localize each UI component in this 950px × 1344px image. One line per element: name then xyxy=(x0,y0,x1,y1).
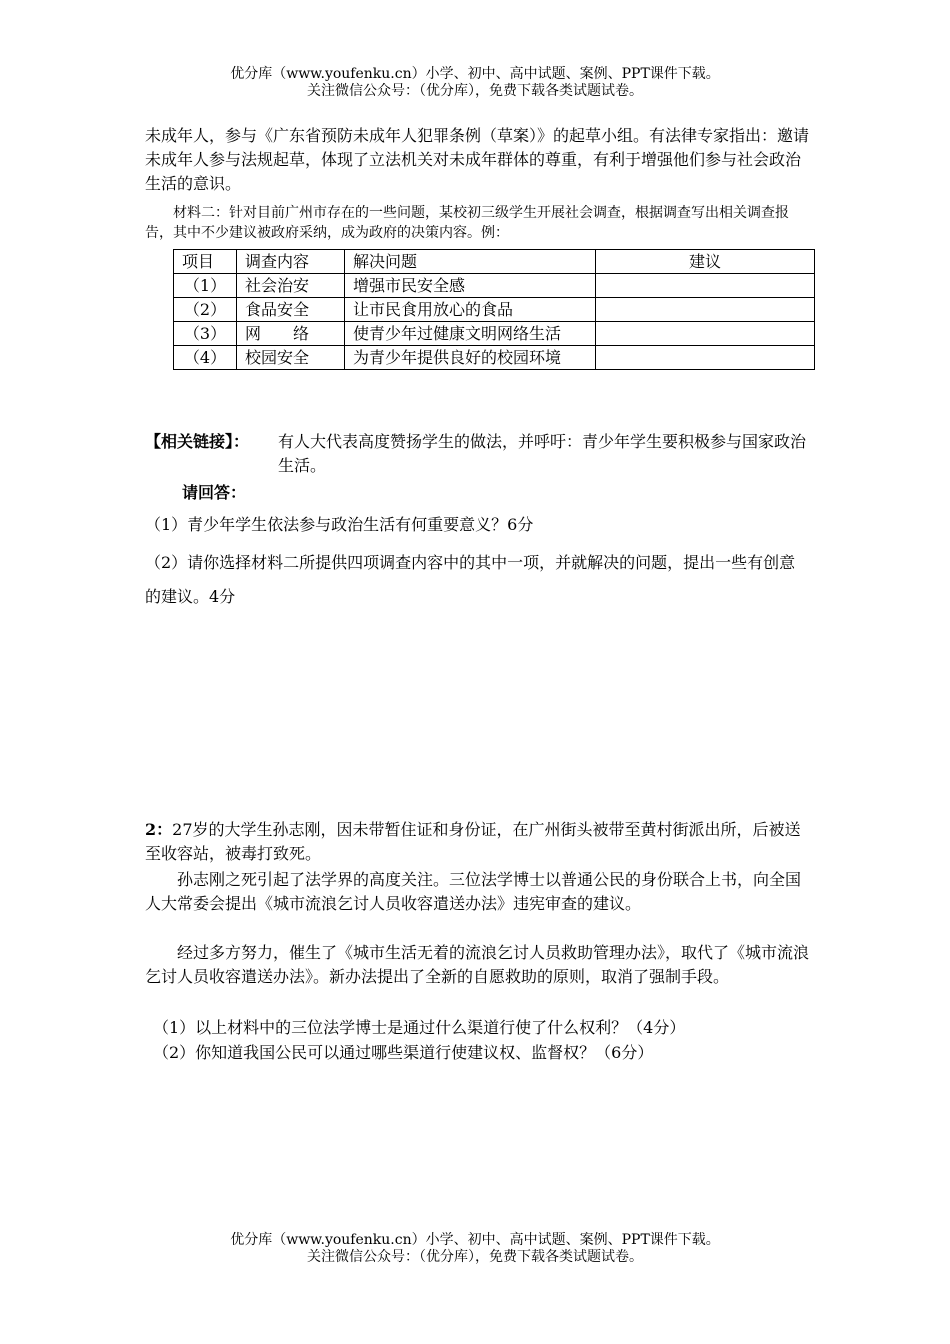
table-row xyxy=(174,322,815,346)
row-advice xyxy=(596,322,815,346)
row-advice xyxy=(596,298,815,322)
footer-line-2: 关注微信公众号：（优分库），免费下载各类试题试卷。 xyxy=(307,1249,643,1265)
answer-prompt: 请回答： xyxy=(182,483,247,502)
header-content: 调查内容 xyxy=(237,250,345,274)
header-line-2: 关注微信公众号：（优分库），免费下载各类试题试卷。 xyxy=(307,83,643,99)
row-problem: 增强市民安全感 xyxy=(345,274,596,298)
q1-sub-question-1: （1）青少年学生依法参与政治生活有何重要意义？6分 xyxy=(145,515,534,534)
q2-paragraph-1 xyxy=(145,818,810,866)
row-advice xyxy=(596,274,815,298)
q2-number: 2： xyxy=(145,820,173,839)
table-row xyxy=(174,346,815,370)
row-problem: 为青少年提供良好的校园环境 xyxy=(345,346,596,370)
row-item: （4） xyxy=(174,346,237,370)
q1-sub-question-2: （2）请你选择材料二所提供四项调查内容中的其中一项，并就解决的问题，提出一些有创意的建议。4分 xyxy=(145,553,796,606)
q2-paragraph-3: 经过多方努力，催生了《城市生活无着的流浪乞讨人员救助管理办法》，取代了《城市流浪乞讨人员收容遣送办法》。新办法提出了全新的自愿救助的原则，取消了强制手段。 xyxy=(145,943,810,986)
row-item: （1） xyxy=(174,274,237,298)
related-link-text: 有人大代表高度赞扬学生的做法，并呼吁：青少年学生要积极参与国家政治生活。 xyxy=(278,432,807,475)
page-footer xyxy=(0,1232,950,1266)
table-header-row xyxy=(174,250,815,274)
row-item: （3） xyxy=(174,322,237,346)
footer-line-1: 优分库（www.youfenku.cn）小学、初中、高中试题、案例、PPT课件下载。 xyxy=(230,1232,720,1248)
related-link-label: 【相关链接】： xyxy=(145,432,250,451)
q1-intro: 未成年人，参与《广东省预防未成年人犯罪条例（草案）》的起草小组。有法律专家指出：邀请未成年人参与法规起草，体现了立法机关对未成年群体的尊重，有利于增强他们参与社会政治生活的意识。 xyxy=(145,126,810,193)
row-content: 社会治安 xyxy=(237,274,345,298)
row-item: （2） xyxy=(174,298,237,322)
survey-table xyxy=(173,249,815,370)
row-problem: 使青少年过健康文明网络生活 xyxy=(345,322,596,346)
header-line-1: 优分库（www.youfenku.cn）小学、初中、高中试题、案例、PPT课件下载。 xyxy=(230,66,720,82)
page-header xyxy=(0,66,950,100)
q1-material-2: 材料二：针对目前广州市存在的一些问题，某校初三级学生开展社会调查，根据调查写出相关调查报告，其中不少建议被政府采纳，成为政府的决策内容。例： xyxy=(145,205,789,241)
row-advice xyxy=(596,346,815,370)
row-content: 校园安全 xyxy=(237,346,345,370)
header-problem: 解决问题 xyxy=(345,250,596,274)
row-problem: 让市民食用放心的食品 xyxy=(345,298,596,322)
q2-paragraph-2: 孙志刚之死引起了法学界的高度关注。三位法学博士以普通公民的身份联合上书，向全国人大常委会提出《城市流浪乞讨人员收容遣送办法》违宪审查的建议。 xyxy=(145,870,802,913)
row-content: 食品安全 xyxy=(237,298,345,322)
row-content: 网 络 xyxy=(237,322,345,346)
table-row xyxy=(174,298,815,322)
q2-sub-question-2: （2）你知道我国公民可以通过哪些渠道行使建议权、监督权？（6分） xyxy=(153,1043,654,1062)
header-advice: 建议 xyxy=(596,250,815,274)
q2-p1-text: 27岁的大学生孙志刚，因未带暂住证和身份证，在广州街头被带至黄村街派出所，后被送至收容站，被毒打致死。 xyxy=(145,820,801,863)
header-item: 项目 xyxy=(174,250,237,274)
table-row xyxy=(174,274,815,298)
q2-sub-question-1: （1）以上材料中的三位法学博士是通过什么渠道行使了什么权利？（4分） xyxy=(153,1018,686,1037)
